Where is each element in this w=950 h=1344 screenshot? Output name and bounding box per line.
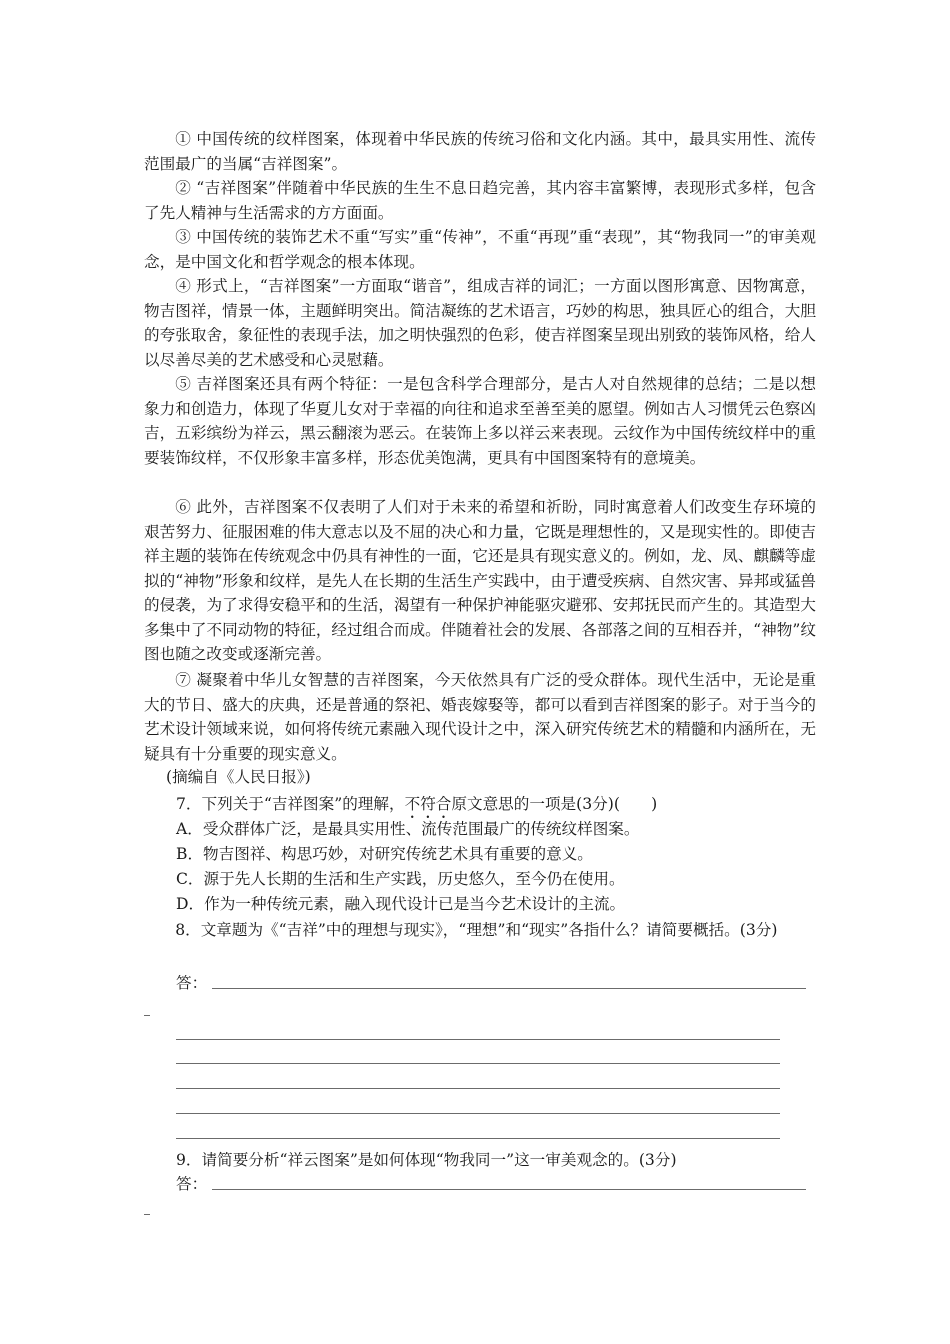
question-9-answer-label: 答：: [176, 1175, 208, 1193]
question-7-stem-a: 7．下列关于“吉祥图案”的理解，: [176, 795, 405, 813]
option-b[interactable]: B．物吉图祥、构思巧妙，对研究传统艺术具有重要的意义。: [176, 845, 593, 863]
paragraph-4: ④ 形式上，“吉祥图案”一方面取“谐音”，组成吉祥的词汇；一方面以图形寓意、因物寓意，物吉图祥，情景一体，主题鲜明突出。简洁凝练的艺术语言，巧妙的构思，独具匠心的组合，大胆的夸张取舍，象征性的表现手法，加之明快强烈的色彩，使吉祥图案呈现出别致的装饰风格，给人以尽善尽美的艺术感受和心灵慰藉。: [144, 277, 816, 369]
paragraph-3: ③ 中国传统的装饰艺术不重“写实”重“传神”，不重“再现”重“表现”，其“物我同一”的审美观念，是中国文化和哲学观念的根本体现。: [144, 228, 816, 271]
paragraph-1: ① 中国传统的纹样图案，体现着中华民族的传统习俗和文化内涵。其中，最具实用性、流传范围最广的当属“吉祥图案”。: [144, 130, 816, 173]
question-9-stem: 9．请简要分析“祥云图案”是如何体现“物我同一”这一审美观念的。(3分): [176, 1151, 677, 1169]
paragraph-7: ⑦ 凝聚着中华儿女智慧的吉祥图案，今天依然具有广泛的受众群体。现代生活中，无论是重大的节日、盛大的庆典，还是普通的祭祀、婚丧嫁娶等，都可以看到吉祥图案的影子。对于当今的艺术设计领域来说，如何将传统元素融入现代设计之中，深入研究传统艺术的精髓和内涵所在，无疑具有十分重要的现实意义。: [144, 671, 816, 763]
answer-line[interactable]: [176, 1113, 780, 1114]
line-stub: [144, 1214, 150, 1215]
paragraph-5: ⑤ 吉祥图案还具有两个特征：一是包含科学合理部分，是古人对自然规律的总结；二是以想象力和创造力，体现了华夏儿女对于幸福的向往和追求至善至美的愿望。例如古人习惯凭云色察凶吉，五彩缤纷为祥云，黑云翻滚为恶云。在装饰上多以祥云来表现。云纹作为中国传统纹样中的重要装饰纹样，不仅形象丰富多样，形态优美饱满，更具有中国图案特有的意境美。: [144, 375, 816, 467]
option-c[interactable]: C．源于先人长期的生活和生产实践，历史悠久，至今仍在使用。: [176, 870, 625, 888]
source-note: (摘编自《人民日报》): [166, 768, 311, 786]
answer-line[interactable]: [176, 1138, 780, 1139]
question-7-emphasis: 不符合: [404, 795, 452, 813]
answer-line[interactable]: [212, 1189, 806, 1190]
option-a[interactable]: A．受众群体广泛，是最具实用性、流传范围最广的传统纹样图案。: [176, 820, 640, 838]
line-stub: [144, 1015, 150, 1016]
question-8-answer-label: 答：: [176, 974, 208, 992]
question-8-stem: 8．文章题为《“吉祥”中的理想与现实》，“理想”和“现实”各指什么？请简要概括。(3分): [175, 921, 778, 939]
answer-line[interactable]: [176, 1063, 780, 1064]
question-7-stem-b: 原文意思的一项是(3分)( ): [451, 795, 658, 813]
paragraph-2: ② “吉祥图案”伴随着中华民族的生生不息日趋完善，其内容丰富繁博，表现形式多样，包含了先人精神与生活需求的方方面面。: [144, 179, 816, 222]
option-d[interactable]: D．作为一种传统元素，融入现代设计已是当今艺术设计的主流。: [176, 895, 626, 913]
answer-line[interactable]: [176, 1088, 780, 1089]
answer-line[interactable]: [176, 1039, 780, 1040]
paragraph-6: ⑥ 此外，吉祥图案不仅表明了人们对于未来的希望和祈盼，同时寓意着人们改变生存环境的艰苦努力、征服困难的伟大意志以及不屈的决心和力量，它既是理想性的，又是现实性的。即使吉祥主题的装饰在传统观念中仍具有神性的一面，它还是具有现实意义的。例如，龙、凤、麒麟等虚拟的“神物”形象和纹样，是先人在长期的生活生产实践中，由于遭受疾病、自然灾害、异邦或猛兽的侵袭，为了求得安稳平和的生活，渴望有一种保护神能驱灾避邪、安邦抚民而产生的。其造型大多集中了不同动物的特征，经过组合而成。伴随着社会的发展、各部落之间的互相吞并，“神物”纹图也随之改变或逐渐完善。: [144, 498, 816, 663]
answer-line[interactable]: [212, 988, 806, 989]
